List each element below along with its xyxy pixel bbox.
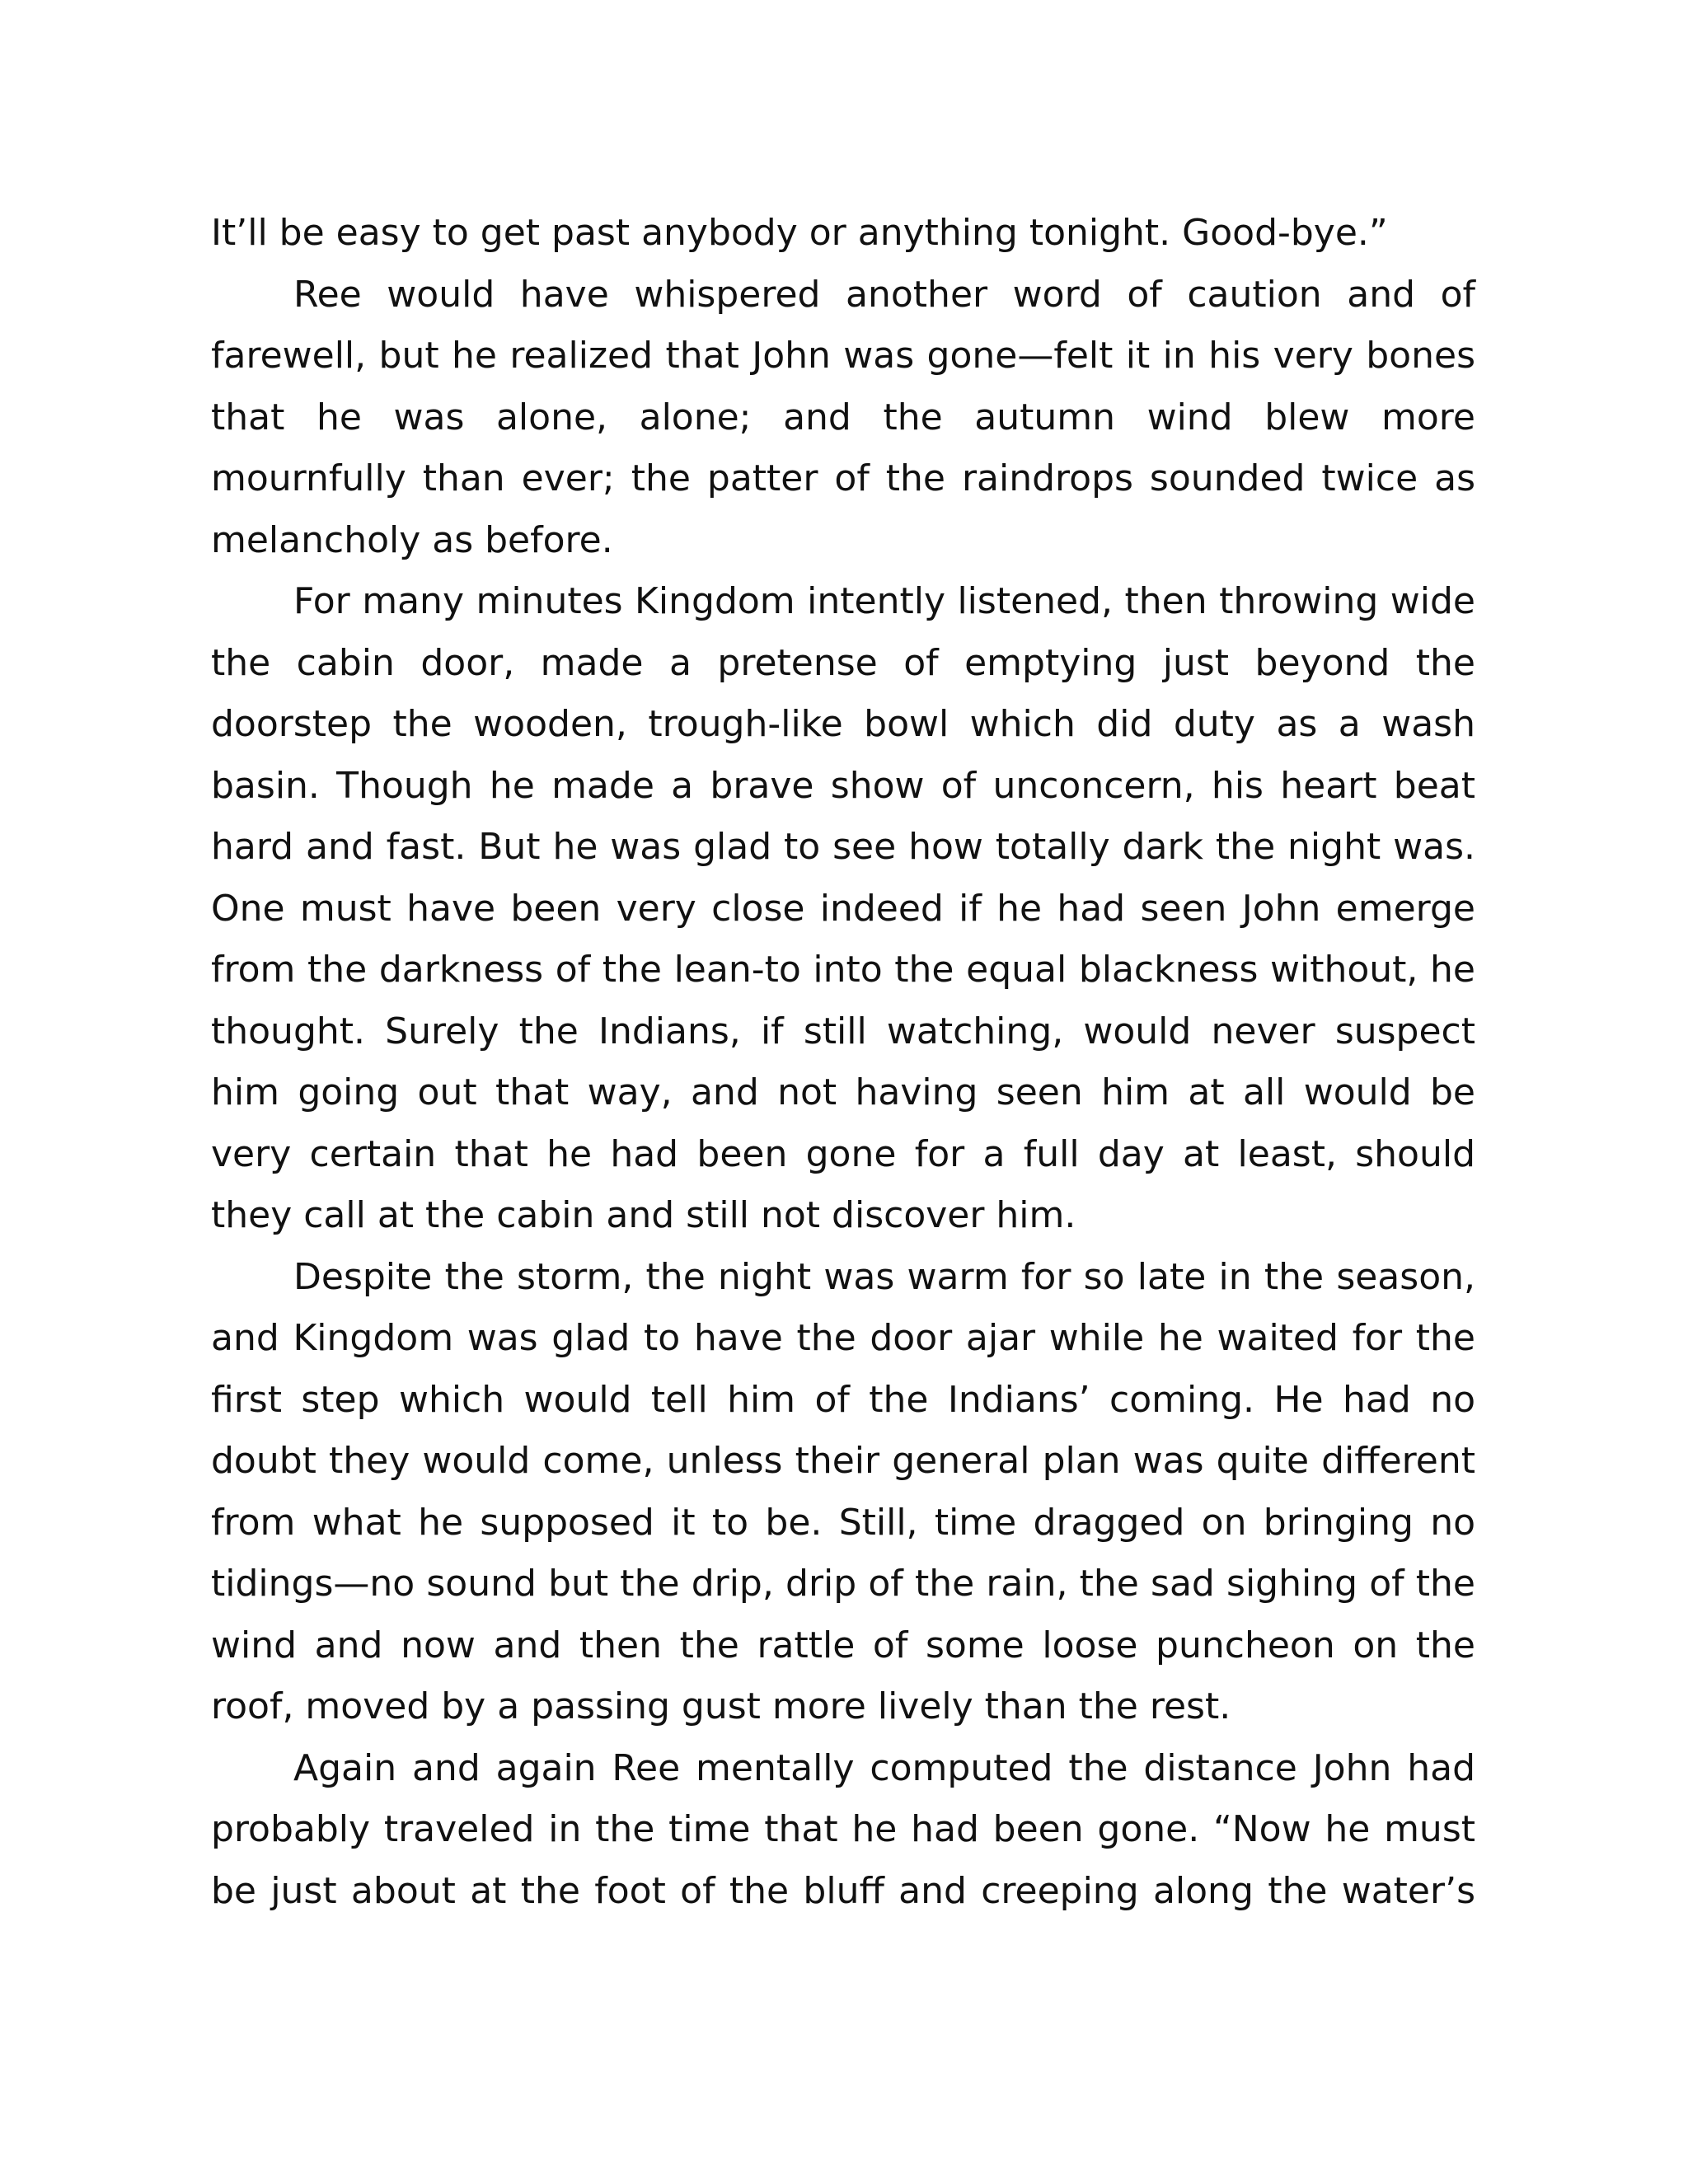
paragraph-5: Again and again Ree mentally computed the distance John had probably traveled in the time that he had been gone. “Now he must be just about at the foot of the bluff and creeping along the water’s [211, 1746, 1475, 1912]
paragraph-4: Despite the storm, the night was warm for so late in the season, and Kingdom was glad to have the door ajar while he waited for the first step which would tell him of the Indians’ coming. He had no doubt they would come, unless their general plan was quite different from what he supposed it to be. Still, time dragged on bringing no tidings—no sound but the drip, drip of the rain, the sad sighing of the wind and now and then the rattle of some loose puncheon on the roof, moved by a passing gust more lively than the rest. [211, 1255, 1475, 1727]
paragraph-2: Ree would have whispered another word of caution and of farewell, but he realized that John was gone—felt it in his very bones that he was alone, alone; and the autumn wind blew more mournfully than ever; the patter of the raindrops sounded twice as melancholy as before. [211, 273, 1475, 561]
paragraph-3: For many minutes Kingdom intently listened, then throwing wide the cabin door, made a pretense of emptying just beyond the doorstep the wooden, trough-like bowl which did duty as a wash basin. Though he made a brave show of unconcern, his heart beat hard and fast. But he was glad to see how totally dark the night was. One must have been very close indeed if he had seen John emerge from the darkness of the lean-to into the equal blackness without, he thought. Surely the Indians, if still watching, would never suspect him going out that way, and not having seen him at all would be very certain that he had been gone for a full day at least, should they call at the cabin and still not discover him. [211, 580, 1475, 1236]
paragraph-1: It’ll be easy to get past anybody or anything tonight. Good-bye.” [211, 212, 1388, 254]
body-text [211, 203, 1475, 1922]
